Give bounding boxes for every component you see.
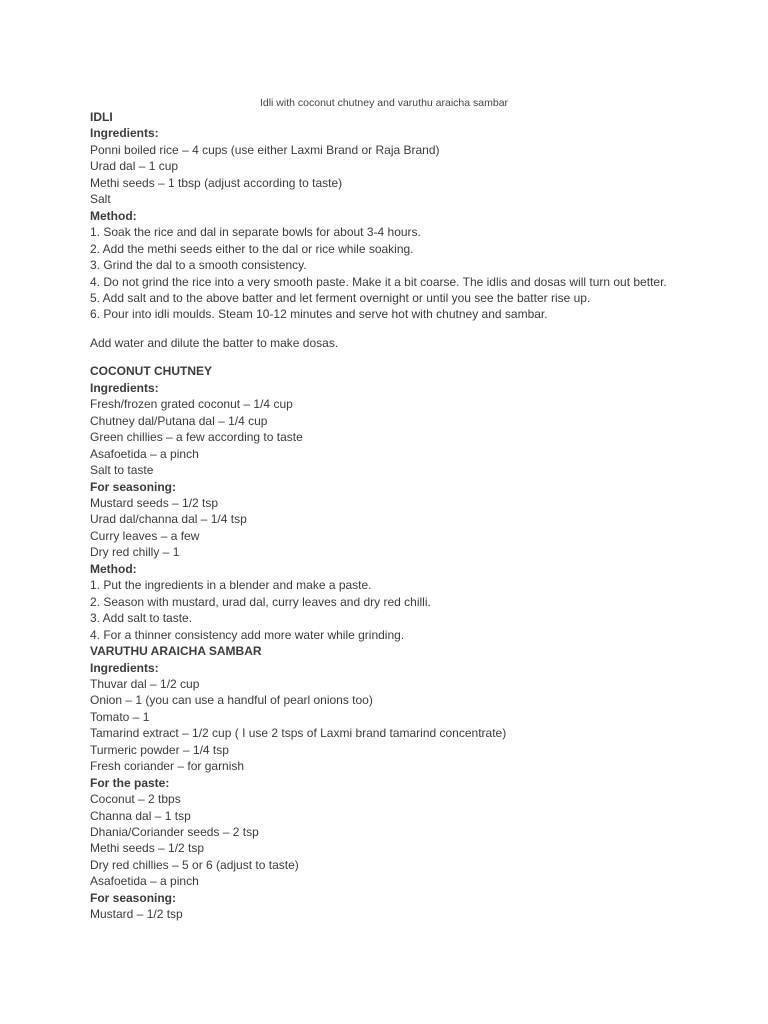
sambar-ingredient: Tamarind extract – 1/2 cup ( I use 2 tsps of Laxmi brand tamarind concentrate) [90, 726, 507, 741]
idli-ingredient: Methi seeds – 1 tbsp (adjust according to taste) [90, 175, 343, 190]
section-idli [90, 109, 750, 351]
section-heading-coconut-chutney: COCONUT CHUTNEY [90, 364, 212, 379]
section-heading-idli: IDLI [90, 110, 113, 124]
idli-ingredient: Urad dal – 1 cup [90, 159, 179, 174]
chutney-method-step: 4. For a thinner consistency add more water while grinding. [90, 627, 405, 642]
chutney-seasoning-item: Dry red chilly – 1 [90, 545, 180, 560]
chutney-ingredient: Chutney dal/Putana dal – 1/4 cup [90, 413, 268, 428]
idli-method-step: 3. Grind the dal to a smooth consistency. [90, 258, 307, 273]
sambar-seasoning-item: Mustard – 1/2 tsp [90, 907, 183, 922]
idli-method-step: 5. Add salt and to the above batter and let ferment overnight or until you see the batter rise up. [90, 290, 591, 305]
idli-method-label: Method: [90, 208, 137, 223]
sambar-paste-item: Dry red chillies – 5 or 6 (adjust to taste) [90, 857, 299, 872]
sambar-paste-item: Channa dal – 1 tsp [90, 808, 191, 823]
section-coconut-chutney [90, 363, 750, 643]
idli-ingredients-label: Ingredients: [90, 126, 159, 141]
chutney-seasoning-item: Urad dal/channa dal – 1/4 tsp [90, 512, 247, 527]
idli-ingredient: Salt [90, 192, 111, 207]
sambar-ingredients-label: Ingredients: [90, 660, 159, 675]
sambar-paste-item: Dhania/Coriander seeds – 2 tsp [90, 825, 259, 840]
idli-dosa-note: Add water and dilute the batter to make dosas. [90, 335, 339, 350]
chutney-method-step: 2. Season with mustard, urad dal, curry leaves and dry red chilli. [90, 594, 431, 609]
sambar-paste-item: Asafoetida – a pinch [90, 874, 199, 889]
chutney-seasoning-item: Mustard seeds – 1/2 tsp [90, 495, 219, 510]
sambar-paste-item: Coconut – 2 tbps [90, 792, 181, 807]
document-title: Idli with coconut chutney and varuthu araicha sambar [259, 97, 509, 109]
idli-method-step: 1. Soak the rice and dal in separate bowls for about 3-4 hours. [90, 225, 421, 240]
chutney-seasoning-label: For seasoning: [90, 479, 177, 494]
idli-method-step: 6. Pour into idli moulds. Steam 10-12 minutes and serve hot with chutney and sambar. [90, 307, 548, 322]
sambar-paste-item: Methi seeds – 1/2 tsp [90, 841, 205, 856]
idli-ingredient: Ponni boiled rice – 4 cups (use either Laxmi Brand or Raja Brand) [90, 142, 440, 157]
chutney-ingredient: Salt to taste [90, 463, 154, 478]
sambar-ingredient: Fresh coriander – for garnish [90, 759, 245, 774]
sambar-ingredient: Thuvar dal – 1/2 cup [90, 676, 200, 691]
chutney-ingredient: Asafoetida – a pinch [90, 446, 199, 461]
sambar-ingredient: Onion – 1 (you can use a handful of pearl onions too) [90, 693, 373, 708]
sambar-seasoning-label: For seasoning: [90, 890, 177, 905]
chutney-seasoning-item: Curry leaves – a few [90, 528, 200, 543]
chutney-method-step: 1. Put the ingredients in a blender and make a paste. [90, 578, 372, 593]
recipe-content [90, 109, 750, 923]
chutney-ingredient: Fresh/frozen grated coconut – 1/4 cup [90, 397, 293, 412]
section-heading-sambar: VARUTHU ARAICHA SAMBAR [90, 644, 262, 659]
section-sambar [90, 643, 750, 923]
sambar-paste-label: For the paste: [90, 775, 170, 790]
chutney-ingredient: Green chillies – a few according to taste [90, 430, 303, 445]
chutney-ingredients-label: Ingredients: [90, 380, 159, 395]
idli-method-step: 4. Do not grind the rice into a very smooth paste. Make it a bit coarse. The idlis and dosas will turn out better. [90, 274, 667, 289]
sambar-ingredient: Tomato – 1 [90, 709, 150, 724]
chutney-method-label: Method: [90, 561, 137, 576]
sambar-ingredient: Turmeric powder – 1/4 tsp [90, 742, 229, 757]
chutney-method-step: 3. Add salt to taste. [90, 611, 193, 626]
idli-method-step: 2. Add the methi seeds either to the dal or rice while soaking. [90, 241, 414, 256]
